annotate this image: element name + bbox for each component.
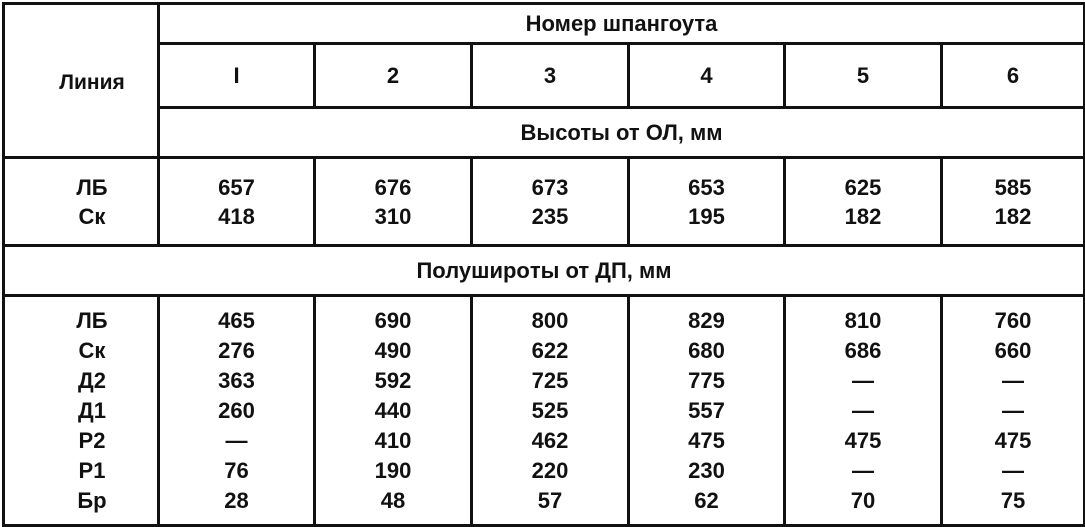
halfwidths-cell <box>785 296 942 526</box>
value: 475 <box>994 427 1032 453</box>
value: 490 <box>374 337 412 363</box>
heights-cell <box>472 158 629 246</box>
value: 76 <box>224 457 249 483</box>
value: 182 <box>994 203 1032 229</box>
offsets-table <box>2 2 1085 527</box>
value: 195 <box>688 203 725 229</box>
value: 440 <box>374 397 412 423</box>
value: 57 <box>537 487 563 513</box>
value: 676 <box>374 174 412 200</box>
value: 810 <box>844 307 882 333</box>
line-name: ЛБ <box>76 174 108 200</box>
halfwidths-cell <box>472 296 629 526</box>
value: 220 <box>531 457 569 483</box>
frame-header: 6 <box>942 44 1085 108</box>
heights-cell <box>159 158 315 246</box>
value: — <box>852 367 874 393</box>
line-name: Бр <box>77 487 107 513</box>
frame-header: 5 <box>785 44 942 108</box>
value: — <box>225 427 248 453</box>
value: 585 <box>994 174 1032 200</box>
value: 475 <box>844 427 882 453</box>
value: 465 <box>218 307 255 333</box>
value: — <box>1002 457 1025 483</box>
value: 363 <box>218 367 255 393</box>
value: 260 <box>218 397 255 423</box>
frame-header: I <box>159 44 315 108</box>
value: 75 <box>1000 487 1026 513</box>
halfwidths-cell <box>629 296 785 526</box>
value: 660 <box>994 337 1032 363</box>
value: 62 <box>694 487 719 513</box>
value: 310 <box>374 203 412 229</box>
value: 462 <box>531 427 569 453</box>
line-name: Р1 <box>78 457 106 483</box>
line-name: Р2 <box>78 427 106 453</box>
heights-row <box>4 158 1085 246</box>
line-name: Ск <box>78 203 106 229</box>
value: — <box>852 397 874 423</box>
line-name: ЛБ <box>76 307 108 333</box>
value: 230 <box>688 457 725 483</box>
heights-cell <box>629 158 785 246</box>
value: — <box>1002 367 1025 393</box>
frame-header: 4 <box>629 44 785 108</box>
value: 775 <box>688 367 725 393</box>
heights-cell <box>942 158 1085 246</box>
column-header-frame-number: Номер шпангоута <box>159 4 1085 44</box>
frame-header: 2 <box>315 44 472 108</box>
value: 680 <box>688 337 725 363</box>
heights-cell <box>315 158 472 246</box>
halfwidths-cell <box>942 296 1085 526</box>
value: 182 <box>844 203 882 229</box>
frame-header: 3 <box>472 44 629 108</box>
value: 410 <box>374 427 412 453</box>
heights-cell <box>785 158 942 246</box>
value: 657 <box>218 174 255 200</box>
value: 475 <box>688 427 725 453</box>
value: 760 <box>994 307 1032 333</box>
value: — <box>1002 397 1025 423</box>
value: 276 <box>218 337 255 363</box>
value: 70 <box>850 487 876 513</box>
value: 592 <box>374 367 412 393</box>
value: 625 <box>844 174 882 200</box>
value: 829 <box>688 307 725 333</box>
halfwidths-section-title: Полуширoты от ДП, мм <box>4 246 1085 296</box>
column-header-line: Линия <box>4 4 159 158</box>
line-name: Д1 <box>78 397 106 423</box>
value: 622 <box>531 337 569 363</box>
line-name: Д2 <box>78 367 106 393</box>
value: 235 <box>531 203 569 229</box>
halfwidths-cell <box>315 296 472 526</box>
halfwidths-cell <box>159 296 315 526</box>
halfwidths-line-names <box>4 296 159 526</box>
value: — <box>852 457 874 483</box>
heights-line-names <box>4 158 159 246</box>
table-container <box>2 2 1083 524</box>
value: 673 <box>531 174 569 200</box>
value: 418 <box>218 203 255 229</box>
value: 690 <box>374 307 412 333</box>
halfwidths-row <box>4 296 1085 526</box>
value: 686 <box>844 337 882 363</box>
value: 48 <box>380 487 406 513</box>
value: 190 <box>374 457 412 483</box>
value: 653 <box>688 174 725 200</box>
heights-section-title: Высоты от ОЛ, мм <box>159 108 1085 158</box>
value: 28 <box>224 487 249 513</box>
line-name: Ск <box>78 337 106 363</box>
value: 557 <box>688 397 725 423</box>
value: 525 <box>531 397 569 423</box>
value: 800 <box>531 307 569 333</box>
value: 725 <box>531 367 569 393</box>
